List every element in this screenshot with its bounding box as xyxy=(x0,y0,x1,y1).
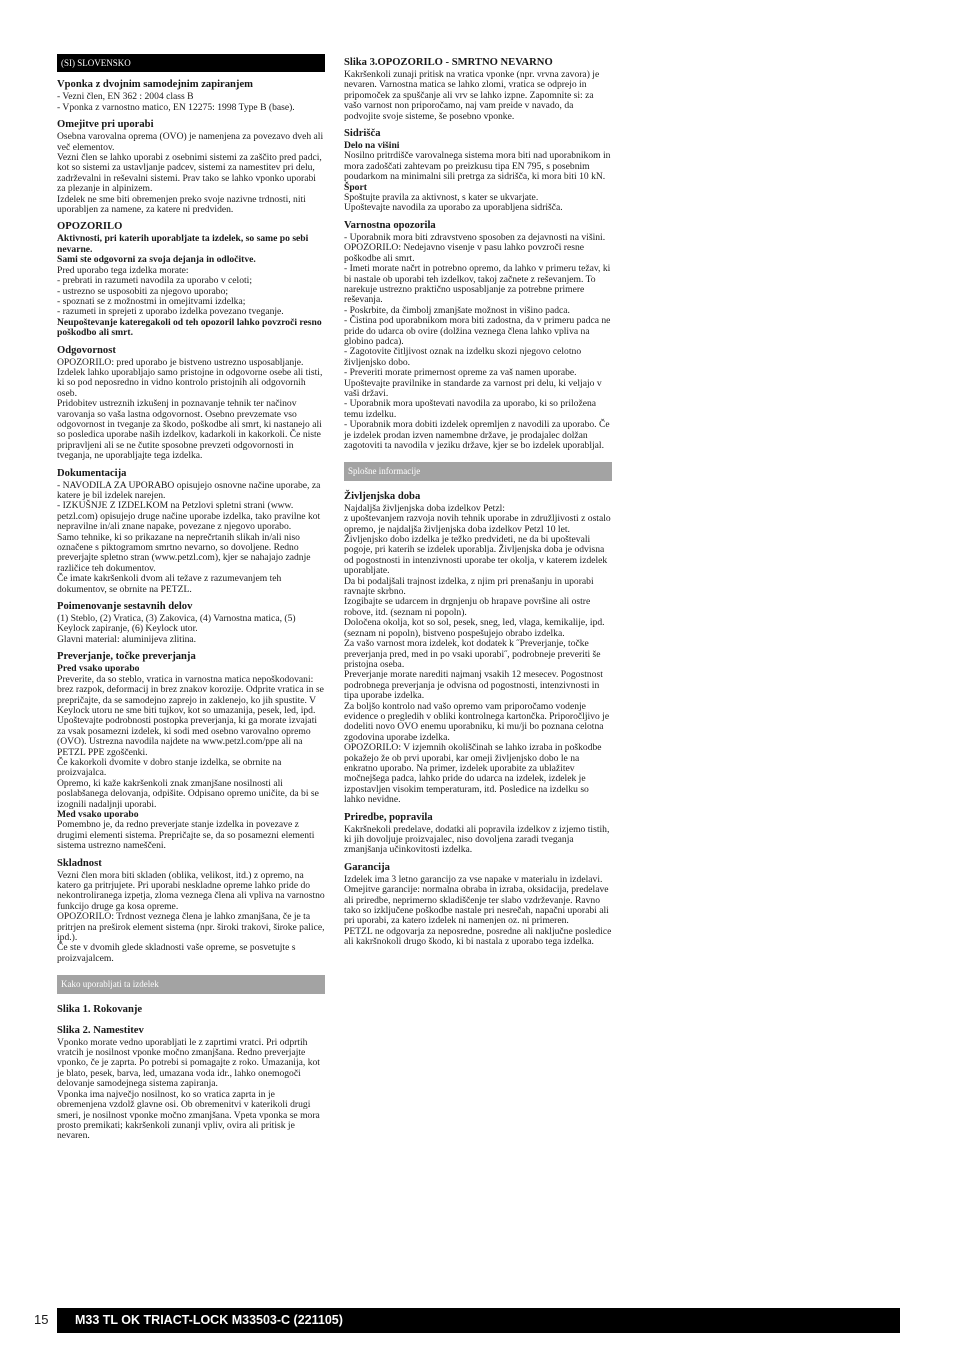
section-title: Slika 3.OPOZORILO - SMRTNO NEVARNO xyxy=(344,57,553,68)
section-title: Dokumentacija xyxy=(57,467,127,479)
section-safety-warnings xyxy=(344,220,612,452)
section-compatibility xyxy=(57,858,325,965)
section-lifetime xyxy=(344,491,612,806)
section-title: Garancija xyxy=(344,861,390,873)
section-figure-1 xyxy=(57,1004,325,1016)
section-warning xyxy=(57,221,325,338)
section-body: - Vezni člen, EN 362 : 2004 class B - Vponka z varnostno matico, EN 12275: 1998 Type B (base). xyxy=(57,91,295,113)
section-body: (1) Steblo, (2) Vratica, (3) Zakovica, (4) Varnostna matica, (5) Keylock zapiranje, (6) Keylock utor. Glavni material: aluminijeva zlitina. xyxy=(57,613,296,645)
section-body: OPOZORILO: pred uporabo je bistveno ustrezno usposabljanje. Izdelek lahko uporabljajo samo pristojne in odgovorne osebe ali tisti, ki so pod neposredno in vidno kontrolo pristojnih ali odgovornih oseb. Pridobitev ustreznih izkušenj in poznavanje tehnik ter načinov varovanja so vaša lastna odgovornost. Osebno prevzemate vso odgovornost in tveganje za škodo, poškodbe ali smrt, ki nastanejo ali so posledica uporabe naših izdelkov, kadarkoli in kakorkoli. Če niste pripravljeni ali se ne čutite sposobne prevzeti odgovornosti in tveganja, ne uporabljajte tega izdelka. xyxy=(57,356,323,462)
subsection-title: Pred vsako uporabo xyxy=(57,663,140,675)
section-title: Skladnost xyxy=(57,857,102,869)
section-body: Nosilno pritrdišče varovalnega sistema mora biti nad uporabnikom in mora zadoščati zahtevam po preizkusu tipa EN 795, s posebnim poudarkom na minimalni sili pretrga za sidrišča, ki mora biti 10 kN. xyxy=(344,150,611,183)
section-title: Priredbe, popravila xyxy=(344,811,433,823)
section-body: Izdelek ima 3 letno garancijo za vse napake v materialu in izdelavi. Omejitve garancije: normalna obraba in izraba, oksidacija, predelave ali priredbe, neprimerno skladiščenje ter slabo vzdrževanje. Ravno tako so izključene poškodbe nastale pri nesrečah, napačni uporabi ali pri uporabi, za katero izdelek ni namenjen oz. ni primeren. PETZL ne odgovarja za neposredne, posredne ali naključne posledice ali kakršnokoli drugo škodo, ki bi nastala z uporabo tega izdelka. xyxy=(344,873,612,948)
section-responsibility xyxy=(57,345,325,462)
section-body: - Uporabnik mora biti zdravstveno sposoben za dejavnosti na višini. OPOZORILO: Nedejavno visenje v pasu lahko povzroči resne poškodbe ali smrt. - Imeti morate načrt in potrebno opremo, da lahko v primeru težav, ki bi nastale ob uporabi teh izdelkov, takoj začnete z reševanjem. To narekuje ustrezno praktično usposabljanje za potrebne primere reševanja. - Poskrbite, da čimbolj zmanjšate možnost in višino padca. - Čistina pod uporabnikom mora biti zadostna, da v primeru padca ne pride do udarca ob ovire (dolžina veznega člena lahko vpliva na globino padca). - Zagotovite čitljivost oznak na izdelku skozi njegovo celotno življenjsko dobo. - Preveriti morate primernost opreme za vaš namen uporabe. Upoštevajte pravilnike in standarde za varnost pri delu, ki veljajo v vaši državi. - Uporabnik mora upoštevati navodila za uporabo, ki so priložena temu izdelku. - Uporabnik mora dobiti izdelek opremljen z navodili za uporabo. Če je izdelek prodan izven namembne države, je prodajalec dolžan zagotoviti ta navodila v jeziku države, kjer se bo izdelek uporabljal. xyxy=(344,231,611,451)
section-figure-2 xyxy=(57,1025,325,1142)
subsection-title: Šport xyxy=(344,181,367,193)
subsection-title: Med vsako uporabo xyxy=(57,808,139,820)
section-title: Poimenovanje sestavnih delov xyxy=(57,601,193,613)
section-title: Življenjska doba xyxy=(344,490,421,502)
section-modifications xyxy=(344,812,612,856)
section-body: Osebna varovalna oprema (OVO) je namenjena za povezavo dveh ali več elementov. Vezni člen se lahko uporabi z osebnimi sistemi za zaščito pred padci, kot so sistemi za ustavljanje padcev, sistemi za namestitev pri delu, zadrževalni in reševalni sistemi. Prav tako se lahko vponko uporabi za plezanje in alpinizem. Izdelek ne sme biti obremenjen preko svoje nazivne trdnosti, niti uporabljen za namene, za katere ni predviden. xyxy=(57,131,324,216)
section-body: - NAVODILA ZA UPORABO opisujejo osnovne načine uporabe, za katere je bil izdelek narejen. - IZKUŠNJE Z IZDELKOM na Petzlovi spletni strani (www. petzl.com) opisujejo druge načine uporabe izdelka, tako pravilne kot nepravilne in/ali znane napake, povezane z njegovo uporabo. Samo tehnike, ki so prikazane na neprečrtanih slikah in/ali niso označene s piktogramom smrtno nevarno, so dovoljene. Redno preverjajte spletno stran (www.petzl.com), kjer se nahajajo zadnje različice teh dokumentov. Če imate kakršenkoli dvom ali težave z razumevanjem teh dokumentov, se obrnite na PETZL. xyxy=(57,479,321,595)
section-nomenclature xyxy=(57,601,325,645)
section-title: OPOZORILO xyxy=(57,221,123,233)
section-body: Najdaljša življenjska doba izdelkov Petzl: z upoštevanjem razvoja novih tehnik uporabe in združljivosti z ostalo opremo, je najdaljša življenjska doba izdelkov Petzl 10 let. Življenjsko dobo izdelka je težko predvideti, ne da bi upoštevali pogoje, pri katerih se izdelek uporablja. Življenjska doba je odvisna od pogostnosti in intenzivnosti uporabe ter okolja, v katerem izdelek uporabljate. Da bi podaljšali trajnost izdelka, z njim pri prenašanju in uporabi ravnajte skrbno. Izogibajte se udarcem in drgnjenju ob hrapave površine ali ostre robove, itd. (seznam ni popoln). Določena okolja, kot so sol, pesek, sneg, led, vlaga, kemikalije, ipd. (seznam ni popoln), bistveno pospešujejo obrabo izdelka. Za vašo varnost mora izdelek, kot dodatek k ˝Preverjanje, točke preverjanja pred, med in po vsaki uporabi˝, podrobneje preveriti še pristojna oseba. Preverjanje morate narediti najmanj vsakih 12 mesecev. Pogostnost podrobnega preverjanja je odvisna od pogostnosti, intenzivnosti in tipa uporabe izdelka. Za boljšo kontrolo nad vašo opremo vam priporočamo vodenje evidence o pregledih v obliki kontrolnega kartončka. Priporočljivo je dodeliti novo OVO enemu uporabniku, ki mu/ji bo poznana celotna zgodovina uporabe izdelka. OPOZORILO: V izjemnih okoliščinah se lahko izrabа in poškodbe pokažejo že ob prvi uporabi, kar omeji življenjsko dobo le na enkratno uporabo. Na primer, izdelek uporabite za ublažitev močnejšega padca, lahko pride do udarca na izdelek, izdelek je izpostavljen visokim temperaturam, itd. Posledice na izdelku so lahko nevidne. xyxy=(344,502,611,806)
section-body: Spoštujte pravila za aktivnost, s kater se ukvarjate. Upoštevajte navodila za uporabo za uporabljena sidrišča. xyxy=(344,192,563,214)
usage-banner: Kako uporabljati ta izdelek xyxy=(57,975,325,993)
section-body: Pred uporabo tega izdelka morate: - prebrati in razumeti navodila za uporabo v celoti; - ustrezno se usposobiti za njegovo uporabo; - spoznati se z možnostmi in omejitvami izdelka; - razumeti in sprejeti z uporabo izdelka povezano tveganje. xyxy=(57,264,284,318)
section-title: Preverjanje, točke preverjanja xyxy=(57,651,196,663)
section-scope xyxy=(57,119,325,215)
general-info-banner: Splošne informacije xyxy=(344,462,612,480)
section-title: Omejitve pri uporabi xyxy=(57,119,154,131)
section-body: Pomembno je, da redno preverjate stanje izdelka in povezave z drugimi elementi sistema. Prepričajte se, da so posamezni elementi sistema ustrezno nameščeni. xyxy=(57,819,315,852)
section-title: Varnostna opozorila xyxy=(344,219,436,231)
section-anchors xyxy=(344,128,612,214)
page-number: 15 xyxy=(34,1312,49,1327)
footer-bar: M33 TL OK TRIACT-LOCK M33503-C (221105) xyxy=(57,1308,900,1333)
section-body: Vponko morate vedno uporabljati le z zaprtimi vratci. Pri odprtih vratcih je nosilnost vponke močno zmanjšana. Redno preverjajte vponko, če je zaprta. Po potrebi si pomagajte z roko. Umazanija, kot je blato, pesek, barva, led, umazana voda idr., lahko onemogoči delovanje samodejnega sistema zapiranja. Vponka ima največjo nosilnost, ko so vratica zaprta in je obremenjena vzdolž glavne osi. Ob obremenitvi v katerikoli drugi smeri, je nosilnost vponke močno zmanjšana. Vpeta vponka se mora prosto premikati; kakršenkoli zunanji vpliv, ovira ali pritisk je nevaren. xyxy=(57,1036,320,1142)
section-guarantee xyxy=(344,862,612,948)
section-body: Kakršnekoli predelave, dodatki ali popravila izdelkov z izjemo tistih, ki jih dovoljuje proizvajalec, niso dovoljena zaradi tveganja zmanjšanja učinkovitosti izdelka. xyxy=(344,823,610,856)
left-column xyxy=(57,54,325,1148)
warning-bold-text: Neupoštevanje kateregakoli od teh opozoril lahko povzroči resno poškodbo ali smrt. xyxy=(57,316,322,339)
section-inspection xyxy=(57,651,325,851)
warning-bold-text: Aktivnosti, pri katerih uporabljate ta izdelek, so same po sebi nevarne. Sami ste odgovorni za svoja dejanja in odločitve. xyxy=(57,233,309,266)
language-banner: (SI) SLOVENSKO xyxy=(57,54,325,72)
section-title: Slika 2. Namestitev xyxy=(57,1024,144,1036)
right-column xyxy=(344,54,612,954)
subsection-title: Delo na višini xyxy=(344,140,400,152)
section-documentation xyxy=(57,468,325,595)
section-title: Sidrišča xyxy=(344,128,381,140)
section-title: Slika 1. Rokovanje xyxy=(57,1003,143,1015)
section-body: Vezni člen mora biti skladen (oblika, velikost, itd.) z opremo, na katero ga pritrjujete. Pri uporabi neskladne opreme lahko pride do nekontroliranega izpetja, zloma veznega člena ali vpliva na varnostno funkcijo druge ga kosa opreme. OPOZORILO: Trdnost veznega člena je lahko zmanjšana, če je ta pritrjen na preširok element sistema (npr. široki trakovi, široke palice, ipd.). Če ste v dvomih glede skladnosti vaše opreme, se posvetujte s proizvajalcem. xyxy=(57,869,325,964)
section-figure-3 xyxy=(344,57,612,122)
section-title: Vponka z dvojnim samodejnim zapiranjem xyxy=(57,79,253,91)
section-carabiner xyxy=(57,79,325,113)
section-body: Kakršenkoli zunaji pritisk na vratica vponke (npr. vrvna zavora) je nevaren. Varnostna matica se lahko zlomi, vratica se odprejo in pripomoček za spuščanje ali vrv se lahko izpne. Zapomnite si: za vašo varnost non priporočamo, naj vam preide v navado, da podvojite svoje sisteme, še posebno vponke. xyxy=(344,69,600,122)
section-body: Preverite, da so steblo, vratica in varnostna matica nepoškodovani: brez razpok, deformacij in brez znakov korozije. Odprite vratica in se prepričajte, da se samodejno zapreјo in zaklenejo, ko jih spustite. V Keylock utoru ne sme biti tujkov, kot so umazanija, pesek, led, ipd. Upoštevajte podrobnosti postopka preverjanja, ki ga morate izvajati za vsak posamezni izdelek, ki sodi med osebno varovalno opremo (OVO). Ustrezna navodila najdete na www.petzl.com/ppe ali na PETZL PPE zgoščenki. Če kakorkoli dvomite v dobro stanje izdelka, se obrnite na proizvajalca. Opremo, ki kaže kakršenkoli znak zmanjšane nosilnosti ali poslabšanega delovanja, odpišite. Odpisano opremo uničite, da bi se izognili nadaljnji uporabi. xyxy=(57,673,324,810)
section-title: Odgovornost xyxy=(57,344,116,356)
